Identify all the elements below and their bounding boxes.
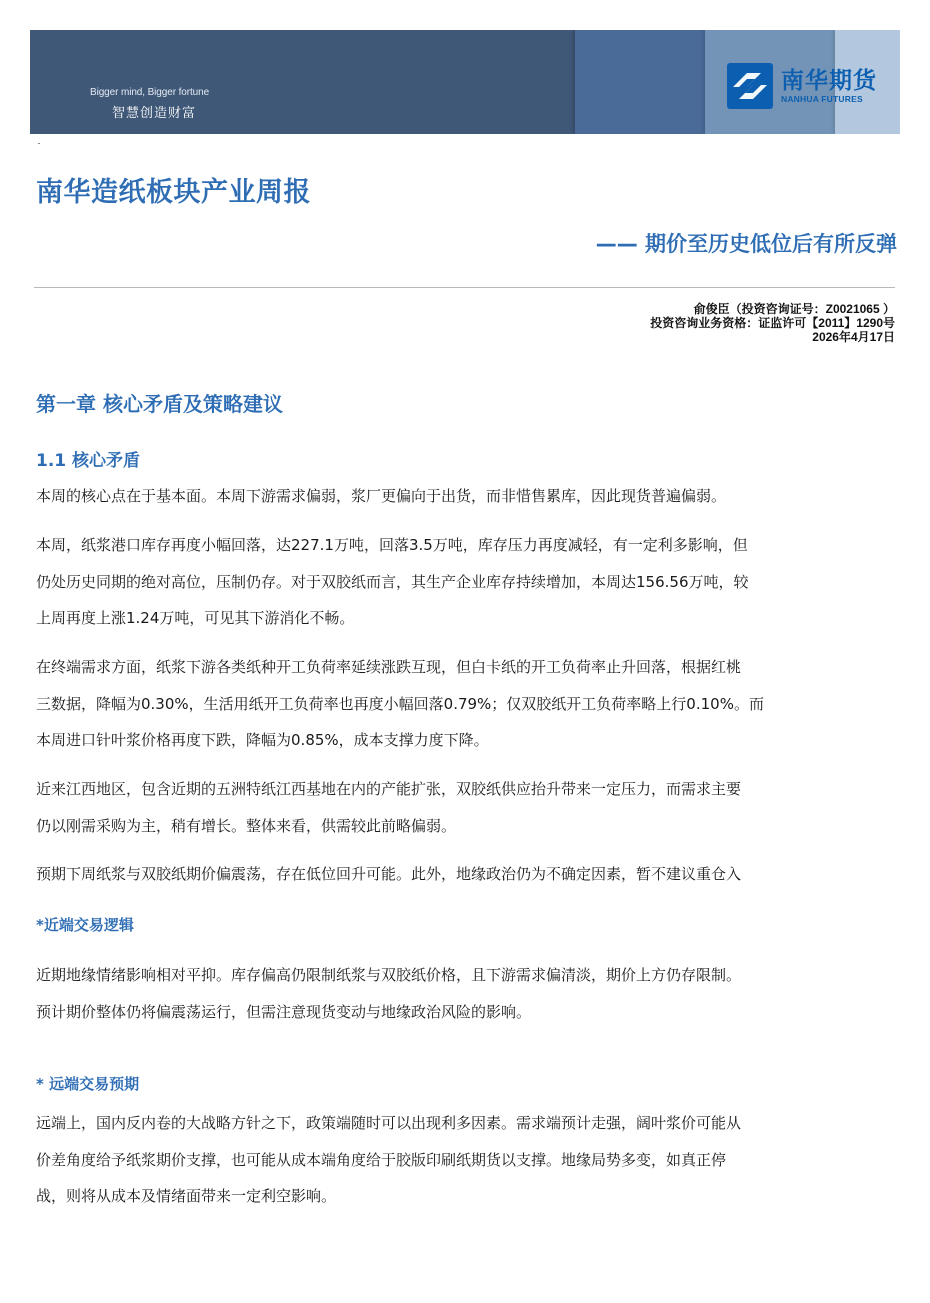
paragraph-core-point xyxy=(36,478,896,515)
paragraph-inventory xyxy=(36,527,896,637)
author-line: 俞俊臣（投资咨询证号：Z0021065 ） xyxy=(693,302,895,316)
company-logo xyxy=(727,63,877,109)
text-line: 远端上，国内反内卷的大战略方针之下，政策端随时可以出现利多因素。需求端预计走强，阔叶浆价可能从 xyxy=(36,1114,742,1132)
text-line: 本周进口针叶浆价格再度下跌，降幅为0.85%，成本支撑力度下降。 xyxy=(36,731,489,749)
report-meta xyxy=(650,302,895,344)
paragraph-near-term xyxy=(36,957,896,1030)
text-line: 近来江西地区，包含近期的五洲特纸江西基地在内的产能扩张，双胶纸供应抬升带来一定压力，而需求主要 xyxy=(36,780,742,798)
report-subtitle: —— 期价至历史低位后有所反弹 xyxy=(595,232,897,256)
paragraph-supply xyxy=(36,771,896,844)
text-line: 仍处历史同期的绝对高位，压制仍存。对于双胶纸而言，其生产企业库存持续增加，本周达156.56万吨，较 xyxy=(36,572,749,591)
paragraph-far-term xyxy=(36,1105,896,1215)
text-line: 三数据，降幅为0.30%，生活用纸开工负荷率也再度小幅回落0.79%；仅双胶纸开工负荷率略上行0.10%。而 xyxy=(36,694,764,713)
text-line: 价差角度给予纸浆期价支撑，也可能从成本端角度给于胶版印刷纸期货以支撑。地缘局势多变，如真正停 xyxy=(36,1150,727,1169)
section-heading: 1.1 核心矛盾 xyxy=(36,451,141,471)
text-line: 上周再度上涨1.24万吨，可见其下游消化不畅。 xyxy=(36,609,355,627)
report-title: 南华造纸板块产业周报 xyxy=(36,177,311,208)
nanhua-logo-icon xyxy=(727,63,773,109)
far-term-heading: * 远端交易预期 xyxy=(36,1075,140,1093)
header-banner xyxy=(30,30,900,134)
text-line: 战，则将从成本及情绪面带来一定利空影响。 xyxy=(36,1187,337,1205)
logo-english-name: NANHUA FUTURES xyxy=(781,93,863,104)
text-line: 预期下周纸浆与双胶纸期价偏震荡，存在低位回升可能。此外，地缘政治仍为不确定因素，暂不建议重仓入 xyxy=(36,865,742,883)
title-divider xyxy=(34,287,895,288)
text-line: 仍以刚需采购为主，稍有增长。整体来看，供需较此前略偏弱。 xyxy=(36,816,457,835)
slogan-english: Bigger mind, Bigger fortune xyxy=(90,87,210,98)
slogan-chinese: 智慧创造财富 xyxy=(112,106,197,121)
chapter-heading: 第一章 核心矛盾及策略建议 xyxy=(36,392,283,416)
text-line: 在终端需求方面，纸浆下游各类纸种开工负荷率延续涨跌互现，但白卡纸的开工负荷率止升回落，根据红桃 xyxy=(36,658,742,676)
artifact-dot xyxy=(38,143,40,144)
text-line: 预计期价整体仍将偏震荡运行，但需注意现货变动与地缘政治风险的影响。 xyxy=(36,1002,532,1021)
logo-chinese-name: 南华期货 xyxy=(781,67,877,94)
qualification-line: 投资咨询业务资格：证监许可【2011】1290号 xyxy=(650,316,895,330)
text-line: 近期地缘情绪影响相对平抑。库存偏高仍限制纸浆与双胶纸价格，且下游需求偏清淡，期价上方仍存限制。 xyxy=(36,966,742,984)
text-line: 本周，纸浆港口库存再度小幅回落，达227.1万吨，回落3.5万吨，库存压力再度减轻，有一定利多影响，但 xyxy=(36,536,748,554)
paragraph-outlook xyxy=(36,856,896,893)
text-line: 本周的核心点在于基本面。本周下游需求偏弱，浆厂更偏向于出货，而非惜售累库，因此现货普遍偏弱。 xyxy=(36,487,727,505)
paragraph-demand xyxy=(36,649,896,759)
near-term-heading: *近端交易逻辑 xyxy=(36,916,134,934)
report-date: 2026年4月17日 xyxy=(812,330,895,344)
banner-stripe xyxy=(575,30,705,134)
